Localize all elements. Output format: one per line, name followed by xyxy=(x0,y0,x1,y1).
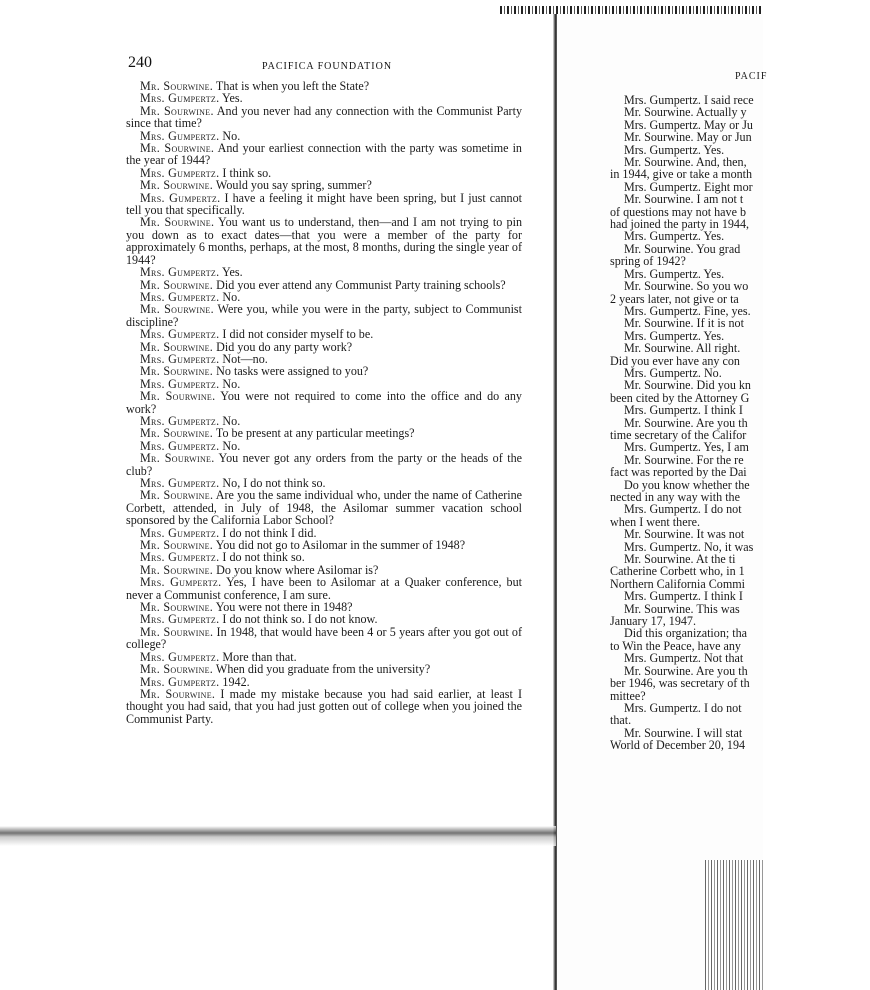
speaker-name: Mr. Sourwine. xyxy=(140,141,215,156)
right-page xyxy=(557,14,768,990)
speaker-name: Mrs. Gumpertz. xyxy=(140,351,220,366)
speaker-name: Mr. Sourwine. xyxy=(140,178,214,193)
right-page-line: Mr. Sourwine. At the ti xyxy=(624,552,736,567)
speech-text: You were not required to come into the office and do any work? xyxy=(126,389,522,416)
speaker-name: Mr. Sourwine. xyxy=(140,339,214,354)
speech-text: Would you say spring, summer? xyxy=(213,178,372,193)
right-page-line: Mr. Sourwine. So you wo xyxy=(624,279,749,294)
right-page-line: Catherine Corbett who, in 1 xyxy=(610,564,745,579)
right-page-line: Mrs. Gumpertz. Yes. xyxy=(624,266,725,281)
speaker-name: Mrs. Gumpertz. xyxy=(140,674,220,689)
speech-text: Yes, I have been to Asilomar at a Quaker conference, but never a Communist conference, I am sure. xyxy=(126,575,523,602)
speech-text: I do not think so. I do not know. xyxy=(219,612,378,627)
speech-text: And you never had any connection with the Communist Party since that time? xyxy=(126,103,522,131)
right-page-line: 2 years later, not give or ta xyxy=(610,291,739,306)
speaker-name: Mrs. Gumpertz. xyxy=(140,649,220,664)
right-page-line: had joined the party in 1944, xyxy=(610,217,750,232)
right-page-line: Mrs. Gumpertz. I do not xyxy=(624,502,742,517)
speaker-name: Mrs. Gumpertz. xyxy=(140,327,220,342)
right-page-line: Mr. Sourwine. It was not xyxy=(624,527,745,542)
speaker-name: Mr. Sourwine. xyxy=(140,215,215,230)
speech-text: No. xyxy=(219,413,241,428)
right-page-line: Mr. Sourwine. Actually y xyxy=(624,105,747,120)
speaker-name: Mrs. Gumpertz. xyxy=(140,575,222,590)
speaker-name: Mrs. Gumpertz. xyxy=(140,91,220,106)
speech-text: Yes. xyxy=(219,265,243,280)
speaker-name: Mrs. Gumpertz. xyxy=(140,128,220,143)
right-page-line: Do you know whether the xyxy=(624,477,750,492)
speaker-name: Mrs. Gumpertz. xyxy=(140,265,220,280)
speaker-name: Mr. Sourwine. xyxy=(140,538,214,553)
right-page-line: Did you ever have any con xyxy=(610,353,740,368)
right-page-line: nected in any way with the xyxy=(610,490,740,504)
scan-smudge xyxy=(705,860,763,990)
speaker-name: Mr. Sourwine. xyxy=(140,426,214,441)
speech-text: I do not think so. xyxy=(219,550,305,565)
speech-text: That is when you left the State? xyxy=(213,79,370,93)
speech-text: Were you, while you were in the party, subject to Communist discipline? xyxy=(126,302,522,329)
speaker-name: Mr. Sourwine. xyxy=(140,488,214,503)
testimony-paragraph xyxy=(126,303,522,328)
speaker-name: Mrs. Gumpertz. xyxy=(140,376,220,391)
speech-text: I do not think I did. xyxy=(219,525,317,540)
speech-text: In 1948, that would have been 4 or 5 years after you got out of college? xyxy=(126,624,522,652)
speech-text: Do you know where Asilomar is? xyxy=(213,562,379,577)
right-page-line: Mrs. Gumpertz. No. xyxy=(624,365,722,380)
speech-text: More than that. xyxy=(219,649,297,664)
testimony-paragraph xyxy=(126,142,522,167)
right-page-line: Mr. Sourwine. All right. xyxy=(624,341,741,356)
right-running-head: PACIF xyxy=(735,71,768,82)
right-page-line: Mr. Sourwine. You grad xyxy=(624,241,741,256)
speech-text: No. xyxy=(219,128,241,143)
speech-text: You were not there in 1948? xyxy=(213,600,353,615)
right-page-line: when I went there. xyxy=(610,514,700,529)
right-page-line: been cited by the Attorney G xyxy=(610,390,750,405)
right-text-block xyxy=(610,94,870,752)
speaker-name: Mrs. Gumpertz. xyxy=(140,438,220,453)
right-page-line: ber 1946, was secretary of th xyxy=(610,676,750,691)
speaker-name: Mr. Sourwine. xyxy=(140,624,214,639)
right-page-line: to Win the Peace, have any xyxy=(610,638,741,653)
testimony-paragraph xyxy=(126,390,522,415)
right-page-line: Mrs. Gumpertz. I think I xyxy=(624,589,743,604)
page-number: 240 xyxy=(128,54,152,71)
right-page-line: mittee? xyxy=(610,688,646,703)
speech-text: You never got any orders from the party or the heads of the club? xyxy=(126,451,522,478)
right-page-line: Mr. Sourwine. I am not t xyxy=(624,192,744,207)
right-page-line: Mr. Sourwine. And, then, xyxy=(624,155,747,170)
right-page-line: January 17, 1947. xyxy=(610,614,696,629)
right-page-line: of questions may not have b xyxy=(610,204,747,219)
speech-text: I think so. xyxy=(219,165,272,180)
speaker-name: Mrs. Gumpertz. xyxy=(140,476,220,490)
speech-text: To be present at any particular meetings? xyxy=(213,426,415,441)
speech-text: Did you ever attend any Communist Party training schools? xyxy=(213,277,506,292)
speech-text: 1942. xyxy=(219,674,250,689)
speech-text: Are you the same individual who, under the name of Catherine Corbett, attended, in July of 1948, the Asilomar summer vacation school sponsored by the California Labor School? xyxy=(126,488,522,528)
right-page-line: Mrs. Gumpertz. Eight mor xyxy=(624,179,753,194)
speaker-name: Mrs. Gumpertz. xyxy=(140,289,220,304)
speaker-name: Mrs. Gumpertz. xyxy=(140,550,220,565)
testimony-paragraph xyxy=(126,105,522,130)
running-head: PACIFICA FOUNDATION xyxy=(262,61,393,72)
speaker-name: Mr. Sourwine. xyxy=(140,562,214,577)
right-page-line: fact was reported by the Dai xyxy=(610,465,747,480)
right-page-line: Mr. Sourwine. This was xyxy=(624,601,740,616)
speech-text: I made my mistake because you had said earlier, at least I thought you had said, that you had just gotten out of college when you joined the Communist Party. xyxy=(126,686,522,726)
testimony-paragraph xyxy=(126,216,522,266)
left-text-block xyxy=(126,80,522,725)
right-page-line: Mr. Sourwine. Are you th xyxy=(624,663,748,678)
speech-text: I have a feeling it might have been spring, but I just cannot tell you that specifically. xyxy=(126,190,522,218)
right-page-line: Mrs. Gumpertz. Yes. xyxy=(624,229,725,244)
right-page-line: spring of 1942? xyxy=(610,254,686,269)
right-page-line: Mr. Sourwine. Did you kn xyxy=(624,378,751,393)
right-page-line: Mrs. Gumpertz. Not that xyxy=(624,651,744,666)
right-page-line: Northern California Commi xyxy=(610,576,746,591)
speaker-name: Mr. Sourwine. xyxy=(140,451,215,466)
page-bottom-edge xyxy=(0,826,556,846)
right-page-line: Mrs. Gumpertz. I do not xyxy=(624,700,742,715)
testimony-paragraph xyxy=(126,576,522,601)
speaker-name: Mrs. Gumpertz. xyxy=(140,525,220,540)
right-page-line: Mrs. Gumpertz. Yes, I am xyxy=(624,440,749,455)
speaker-name: Mrs. Gumpertz. xyxy=(140,190,221,205)
right-page-line: Mrs. Gumpertz. May or Ju xyxy=(624,117,753,132)
speaker-name: Mr. Sourwine. xyxy=(140,389,216,404)
speaker-name: Mrs. Gumpertz. xyxy=(140,413,220,428)
right-page-line: World of December 20, 194 xyxy=(610,738,746,753)
speech-text: Not—no. xyxy=(219,351,268,366)
right-page-line: Mrs. Gumpertz. Yes. xyxy=(624,142,725,157)
right-page-line: Mrs. Gumpertz. I think I xyxy=(624,403,743,418)
speaker-name: Mr. Sourwine. xyxy=(140,302,214,317)
speech-text: No tasks were assigned to you? xyxy=(213,364,369,379)
speech-text: No, I do not think so. xyxy=(219,476,326,490)
speech-text: You want us to understand, then—and I am not trying to pin you down as to exact dates—that you were a member of the party for approximately 6 months, perhaps, at the most, 8 months, during the single year of 1944? xyxy=(126,215,522,267)
right-page-line: Mr. Sourwine. For the re xyxy=(624,452,744,467)
right-page-line: Did this organization; tha xyxy=(624,626,748,641)
speech-text: And your earliest connection with the party was sometime in the year of 1944? xyxy=(126,141,522,168)
speaker-name: Mrs. Gumpertz. xyxy=(140,612,220,627)
right-page-line: Mr. Sourwine. If it is not xyxy=(624,316,744,331)
speaker-name: Mr. Sourwine. xyxy=(140,364,214,379)
speaker-name: Mr. Sourwine. xyxy=(140,600,214,615)
testimony-paragraph xyxy=(126,688,522,725)
speech-text: When did you graduate from the university? xyxy=(213,662,431,677)
right-page-line: Mr. Sourwine. I will stat xyxy=(624,725,743,740)
right-page-line: Mrs. Gumpertz. Fine, yes. xyxy=(624,303,751,318)
speaker-name: Mr. Sourwine. xyxy=(140,686,216,701)
right-page-line: in 1944, give or take a month xyxy=(610,167,753,182)
right-page-line: Mrs. Gumpertz. Yes. xyxy=(624,328,725,343)
testimony-paragraph xyxy=(126,192,522,217)
speech-text: Did you do any party work? xyxy=(213,339,353,354)
speaker-name: Mr. Sourwine. xyxy=(140,662,214,677)
testimony-paragraph xyxy=(126,489,522,526)
right-page-line: that. xyxy=(610,713,632,728)
testimony-paragraph xyxy=(126,452,522,477)
speech-text: Yes. xyxy=(219,91,243,106)
right-page-line: Mrs. Gumpertz. I said rece xyxy=(624,93,754,107)
right-page-line: Mrs. Gumpertz. No, it was xyxy=(624,539,754,554)
speaker-name: Mr. Sourwine. xyxy=(140,277,214,292)
scan-top-band xyxy=(0,0,763,15)
right-page-line: Mr. Sourwine. Are you th xyxy=(624,415,748,430)
speech-text: No. xyxy=(219,376,241,391)
speech-text: No. xyxy=(219,289,241,304)
speech-text: You did not go to Asilomar in the summer of 1948? xyxy=(213,538,466,553)
speaker-name: Mr. Sourwine. xyxy=(140,103,214,118)
right-page-line: Mr. Sourwine. May or Jun xyxy=(624,130,752,145)
speech-text: No. xyxy=(219,438,241,453)
testimony-paragraph xyxy=(126,626,522,651)
speaker-name: Mrs. Gumpertz. xyxy=(140,165,220,180)
right-page-line: time secretary of the Califor xyxy=(610,427,747,442)
speech-text: I did not consider myself to be. xyxy=(219,327,374,342)
speaker-name: Mr. Sourwine. xyxy=(140,79,214,93)
scan-artifact-strip xyxy=(500,6,763,14)
